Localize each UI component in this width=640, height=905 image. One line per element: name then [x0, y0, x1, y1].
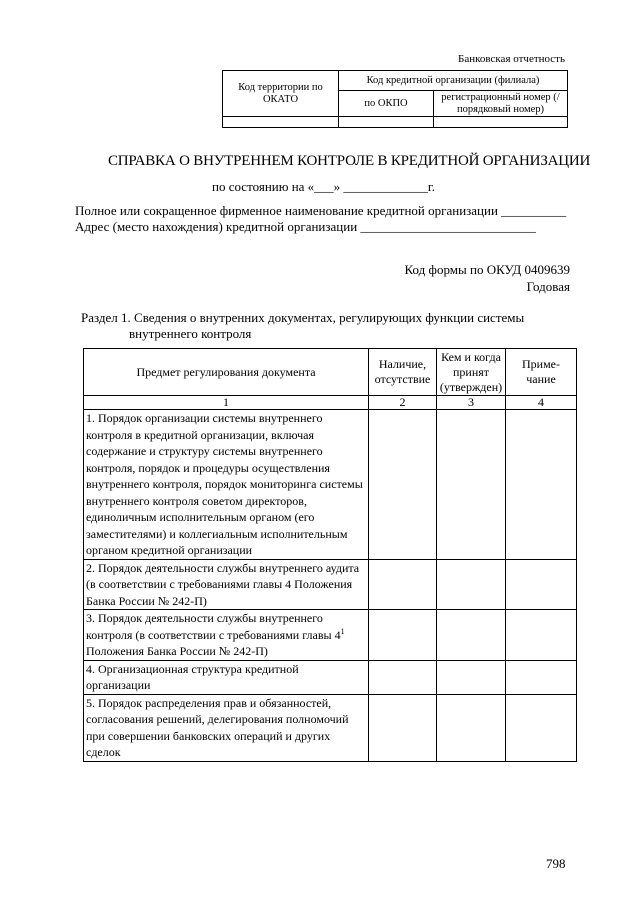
- note-cell: [506, 559, 577, 610]
- okpo-value-cell: [339, 117, 434, 128]
- okato-value-cell: [223, 117, 339, 128]
- report-type-label: Банковская отчетность: [458, 53, 566, 65]
- report-period: Годовая: [526, 279, 570, 294]
- header-presence: Наличие, отсутствие: [369, 349, 437, 396]
- table-row: [84, 559, 577, 610]
- approved-by-cell: [437, 610, 506, 661]
- okato-header: Код территории по ОКАТО: [223, 71, 339, 117]
- table-row: [84, 610, 577, 661]
- row-subject: 1. Порядок организации системы внутреннего контроля в кредитной организации, включая содержание и структуру системы внутреннего контроля, порядок и процедуры осуществления внутреннего контроля, порядок мониторинга системы внутреннего контроля советом директоров, единоличным исполнительным органом (его заместителями) и коллегиальным исполнительным органом кредитной организации: [84, 410, 369, 560]
- approved-by-cell: [437, 410, 506, 560]
- reg-number-header: регистрационный номер (/порядковый номер): [434, 91, 568, 117]
- note-cell: [506, 610, 577, 661]
- header-subject: Предмет регулирования документа: [84, 349, 369, 396]
- header-note: Приме-чание: [506, 349, 577, 396]
- approved-by-cell: [437, 694, 506, 761]
- okpo-header: по ОКПО: [339, 91, 434, 117]
- form-code: Код формы по ОКУД 0409639: [404, 262, 570, 277]
- table-row: [84, 410, 577, 560]
- reg-number-value-cell: [434, 117, 568, 128]
- credit-org-code-header: Код кредитной организации (филиала): [339, 71, 568, 91]
- row-subject: [84, 610, 369, 661]
- presence-cell: [369, 559, 437, 610]
- row-subject: 5. Порядок распределения прав и обязанностей, согласования решений, делегирования полномочий при совершении банковских операций и других сделок: [84, 694, 369, 761]
- note-cell: [506, 660, 577, 694]
- org-name-line: Полное или сокращенное фирменное наименование кредитной организации __________: [75, 203, 567, 218]
- section-title: Раздел 1. Сведения о внутренних документах, регулирующих функции системы: [81, 310, 525, 325]
- footnote-mark: 1: [340, 626, 345, 636]
- column-number: 4: [506, 396, 577, 410]
- document-title: СПРАВКА О ВНУТРЕННЕМ КОНТРОЛЕ В КРЕДИТНОЙ ОРГАНИЗАЦИИ: [108, 153, 591, 169]
- row-subject-text: 3. Порядок деятельности службы внутреннего контроля (в соответствии с требованиями главы 4: [86, 611, 341, 642]
- column-number: 2: [369, 396, 437, 410]
- presence-cell: [369, 694, 437, 761]
- internal-documents-table: [83, 348, 577, 762]
- presence-cell: [369, 660, 437, 694]
- column-number: 1: [84, 396, 369, 410]
- page-number: 798: [546, 856, 566, 871]
- section-title-continued: внутреннего контроля: [129, 326, 252, 341]
- org-address-line: Адрес (место нахождения) кредитной организации ___________________________: [75, 219, 536, 234]
- presence-cell: [369, 410, 437, 560]
- approved-by-cell: [437, 660, 506, 694]
- table-row: [84, 694, 577, 761]
- row-subject: 2. Порядок деятельности службы внутреннего аудита (в соответствии с требованиями главы 4 Положения Банка России № 242-П): [84, 559, 369, 610]
- row-subject-tail: Положения Банка России № 242-П): [86, 644, 268, 658]
- header-approved-by: Кем и когда принят (утвержден): [437, 349, 506, 396]
- approved-by-cell: [437, 559, 506, 610]
- note-cell: [506, 410, 577, 560]
- org-code-table: [222, 70, 568, 128]
- note-cell: [506, 694, 577, 761]
- presence-cell: [369, 610, 437, 661]
- table-row: [84, 660, 577, 694]
- row-subject: 4. Организационная структура кредитной организации: [84, 660, 369, 694]
- report-date-line: по состоянию на «___» _____________г.: [212, 179, 436, 194]
- column-number: 3: [437, 396, 506, 410]
